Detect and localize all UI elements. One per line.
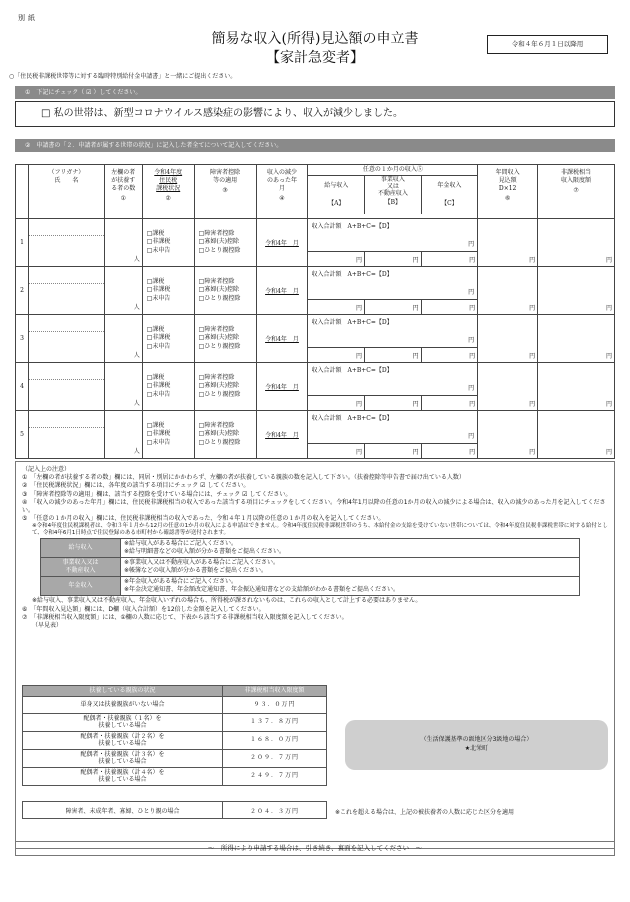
salary-field[interactable]: 円 (308, 300, 365, 314)
tax-status-options[interactable]: □課税 □非課税 □未申告 (142, 267, 194, 315)
month-field[interactable]: 令和4年 月 (256, 315, 308, 363)
pension-field[interactable]: 円 (469, 353, 476, 360)
form-subtitle: 【家計急変者】 (266, 50, 364, 66)
dependents-field[interactable]: 人 (104, 219, 142, 267)
limit-field[interactable]: 円 (538, 363, 615, 411)
deduction-options[interactable]: □障害者控除 □寡婦(夫)控除 □ひとり親控除 (194, 219, 256, 267)
month-field[interactable]: 令和4年 月 (256, 363, 308, 411)
name-field[interactable] (28, 315, 104, 363)
table-row (16, 363, 615, 396)
standard-box: （生活保護基準の級地区分3級地の場合） ★北栄町 (345, 720, 608, 770)
table-row (16, 315, 615, 348)
name-field[interactable] (28, 267, 104, 315)
deduction-options[interactable]: □障害者控除 □寡婦(夫)控除 □ひとり親控除 (194, 315, 256, 363)
pension-field[interactable]: 円 (469, 257, 476, 264)
table-row (16, 267, 615, 300)
name-field[interactable] (28, 219, 104, 267)
limit-field[interactable]: 円 (538, 411, 615, 459)
row-number: 5 (16, 411, 29, 459)
business-field[interactable]: 円 (365, 300, 422, 314)
income-type-table: 給与収入 ※給与収入がある場合にご記入ください。 ※給与明細書などの収入額が分かる書類をご提出ください。 事業収入又は 不動産収入 ※事業収入又は不動産収入がある場合にご記入ください。 ※帳簿などの収入額が分かる書類をご提出ください。 年金収入 ※年金収入がある場合にご記入ください。 ※年金決定通知書、年金額改定通知書、年金振込通知書などの支給額がわかる書類をご提出ください。 (40, 538, 580, 596)
annual-income-field[interactable]: 円 (478, 219, 538, 267)
business-field[interactable]: 円 (365, 252, 422, 266)
household-table: （フリガナ） 氏 名 左欄の者 が扶養す る者の数 ① 令和4年度 住民税 課税状況 ② 障害者控除 等の適用 ③ 収入の減少 のあった年 月 ④ 任意の１か月の収入⑤ 給与収入 【A】 事業収入 又は 不動産収入 【B】 年金収入 【C】 年間収入 見込額 D×12 ⑥ 非課税相当 収入限度額 ⑦ 1 人 □課税 □非課税 □未申告 □障害者控除 □寡婦(夫)控除 □ひとり親控除 令和4年 月 収入合計額 A+B+C=【D】 円 円 円 円 円 円 2 人 □課税 □非課税 □未申告 □障害者控除 □寡婦(夫)控除 □ひとり親控除 令和4年 月 収入合計額 A+B+C=【D】 円 円 円 円 円 円 3 人 □課税 □非課税 □未申告 □障害者控除 □寡婦(夫)控除 □ひとり親控除 令和4年 月 収入合計額 A+B+C=【D】 円 円 円 円 円 円 4 人 □課税 □非課税 □未申告 □障害者控除 □寡婦(夫)控除 □ひとり親控除 令和4年 月 収入合計額 A+B+C=【D】 円 円 円 円 円 円 5 人 □課税 □非課税 □未申告 □障害者控除 □寡婦(夫)控除 □ひとり親控除 令和4年 月 収入合計額 A+B+C=【D】 円 円 円 円 円 円 (15, 164, 615, 459)
pension-field[interactable]: 円 (469, 401, 476, 408)
header-dependents: 左欄の者 が扶養す る者の数 (111, 169, 136, 192)
month-field[interactable]: 令和4年 月 (256, 219, 308, 267)
salary-field[interactable]: 円 (308, 396, 365, 410)
row-number: 3 (16, 315, 29, 363)
income-total-field[interactable]: 収入合計額 A+B+C=【D】 円 (308, 267, 478, 300)
annual-income-field[interactable]: 円 (478, 411, 538, 459)
annual-income-field[interactable]: 円 (478, 315, 538, 363)
pension-field[interactable]: 円 (469, 449, 476, 456)
header-monthly-income: 任意の１か月の収入⑤ (308, 165, 477, 176)
notes-section: （記入上の注意） ① 「左欄の者が扶養する者の数」欄には、同居・別居にかかわらず、左欄の者が扶養している親族の数を記入して下さい。（扶養控除等申告書で届け出ている人数） ② 「住民税課税状況」欄には、各年度の該当する項目にチェック ☑ してください。 ③ 「障害者控除等の適用」欄は、該当する控除を受けている場合には、チェック ☑ してください。 ④ 「収入の減少のあった年月」欄には、住民税非課税相当の収入であった該当する項目にチェックをしてください。令和4年1月以降の任意の1か月の収入の減少による場合は、収入の減少のあった月を記入してください。 ⑤ 「任意の１か月の収入」欄には、住民税非課税相当の収入であった、令和４年１月以降の任意の１か月の収入を記入してください。 ※令和4年度住民税課税者は、令和３年１月から12月の任意の1か月の収入による申請はできません。令和4年度住民税非課税世帯のうち、本給付金の支給を受けていない世帯については、令和4年度住民税非課税世帯に対する給付として、令和4年6月1日時点で住民登録のある市町村から確認書等が送付されます。 給与収入 ※給与収入がある場合にご記入ください。 ※給与明細書などの収入額が分かる書類をご提出ください。 事業収入又は 不動産収入 ※事業収入又は不動産収入がある場合にご記入ください。 ※帳簿などの収入額が分かる書類をご提出ください。 年金収入 ※年金収入がある場合にご記入ください。 ※年金決定通知書、年金額改定通知書、年金振込通知書などの支給額がわかる書類をご提出ください。 ※給与収入、事業収入又は不動産収入、年金収入いずれの場合も、所得税が課されないものは、これらの収入として計上する必要はありません。 ⑥ 「年間収入見込額」欄には、D欄（収入合計額）を12倍した金額を記入してください。 ⑦ 「非課税相当収入限度額」には、①欄の人数に応じて、下表から該当する非課税相当収入限度額を記入してください。 （早見表） (15, 461, 615, 849)
limit-field[interactable]: 円 (538, 219, 615, 267)
dependents-field[interactable]: 人 (104, 315, 142, 363)
income-total-field[interactable]: 収入合計額 A+B+C=【D】 円 (308, 315, 478, 348)
annual-income-field[interactable]: 円 (478, 363, 538, 411)
row-number: 2 (16, 267, 29, 315)
pension-field[interactable]: 円 (469, 305, 476, 312)
deduction-options[interactable]: □障害者控除 □寡婦(夫)控除 □ひとり親控除 (194, 411, 256, 459)
tax-status-options[interactable]: □課税 □非課税 □未申告 (142, 219, 194, 267)
deduction-options[interactable]: □障害者控除 □寡婦(夫)控除 □ひとり親控除 (194, 267, 256, 315)
month-field[interactable]: 令和4年 月 (256, 411, 308, 459)
business-field[interactable]: 円 (365, 444, 422, 458)
dependents-field[interactable]: 人 (104, 411, 142, 459)
tax-status-options[interactable]: □課税 □非課税 □未申告 (142, 315, 194, 363)
header-tax-status: 令和4年度 住民税 課税状況 (154, 169, 183, 192)
business-field[interactable]: 円 (365, 348, 422, 362)
salary-field[interactable]: 円 (308, 348, 365, 362)
row-number: 1 (16, 219, 29, 267)
name-field[interactable] (28, 411, 104, 459)
name-field[interactable] (28, 363, 104, 411)
header-name: （フリガナ） 氏 名 (28, 165, 104, 219)
business-field[interactable]: 円 (365, 396, 422, 410)
table-row (16, 411, 615, 444)
income-total-field[interactable]: 収入合計額 A+B+C=【D】 円 (308, 411, 478, 444)
header-deduction: 障害者控除 等の適用 (210, 169, 241, 184)
instruction-bar-1: ① 下記にチェック（ ☑ ）してください。 (15, 86, 615, 99)
dependents-field[interactable]: 人 (104, 363, 142, 411)
table-row (16, 219, 615, 252)
deduction-options[interactable]: □障害者控除 □寡婦(夫)控除 □ひとり親控除 (194, 363, 256, 411)
salary-field[interactable]: 円 (308, 444, 365, 458)
income-decrease-checkbox-row[interactable]: □ 私の世帯は、新型コロナウイルス感染症の影響により、収入が減少しました。 (15, 101, 615, 127)
footer-note: ～ 所得により申請する場合は、引き続き、裏面を記入してください ～ (15, 841, 615, 856)
instruction-bar-2: ② 申請書の「２．申請者が属する世帯の状況」に記入した者全てについて記入してください。 (15, 139, 615, 152)
month-field[interactable]: 令和4年 月 (256, 267, 308, 315)
salary-field[interactable]: 円 (308, 252, 365, 266)
disability-table: 障害者、未成年者、寡婦、ひとり親の場合 ２０４．３万円 (22, 801, 327, 819)
income-total-field[interactable]: 収入合計額 A+B+C=【D】 円 (308, 363, 478, 396)
date-box: 令和４年６月１日以降用 (487, 35, 608, 54)
tax-status-options[interactable]: □課税 □非課税 □未申告 (142, 411, 194, 459)
header-limit: 非課税相当 収入限度額 (561, 169, 592, 184)
limit-field[interactable]: 円 (538, 267, 615, 315)
intro-text: ○「住民税非課税世帯等に対する臨時特別給付金申請書」と一緒にご提出ください。 (9, 73, 237, 80)
row-number: 4 (16, 363, 29, 411)
limit-field[interactable]: 円 (538, 315, 615, 363)
header-month: 収入の減少 のあった年 月 (266, 169, 297, 192)
income-total-field[interactable]: 収入合計額 A+B+C=【D】 円 (308, 219, 478, 252)
tax-status-options[interactable]: □課税 □非課税 □未申告 (142, 363, 194, 411)
annex-label: 別紙 (18, 14, 38, 22)
form-title: 簡易な収入(所得)見込額の申立書 (211, 31, 419, 47)
header-annual: 年間収入 見込額 D×12 (495, 169, 520, 192)
dependents-field[interactable]: 人 (104, 267, 142, 315)
quick-reference-table: 扶養している親族の状況 非課税相当収入限度額 単身又は扶養親族がいない場合 ９３．０万円 配偶者・扶養親族（１名）を 扶養している場合 １３７．８万円 配偶者・扶養親族（計２名）を 扶養している場合 １６８．０万円 配偶者・扶養親族（計３名）を 扶養している場合 ２０９．７万円 配偶者・扶養親族（計４名）を 扶養している場合 ２４９．７万円 (22, 685, 327, 786)
disability-note: ※これを超える場合は、上記の被扶養者の人数に応じた区分を適用 (335, 809, 515, 816)
annual-income-field[interactable]: 円 (478, 267, 538, 315)
